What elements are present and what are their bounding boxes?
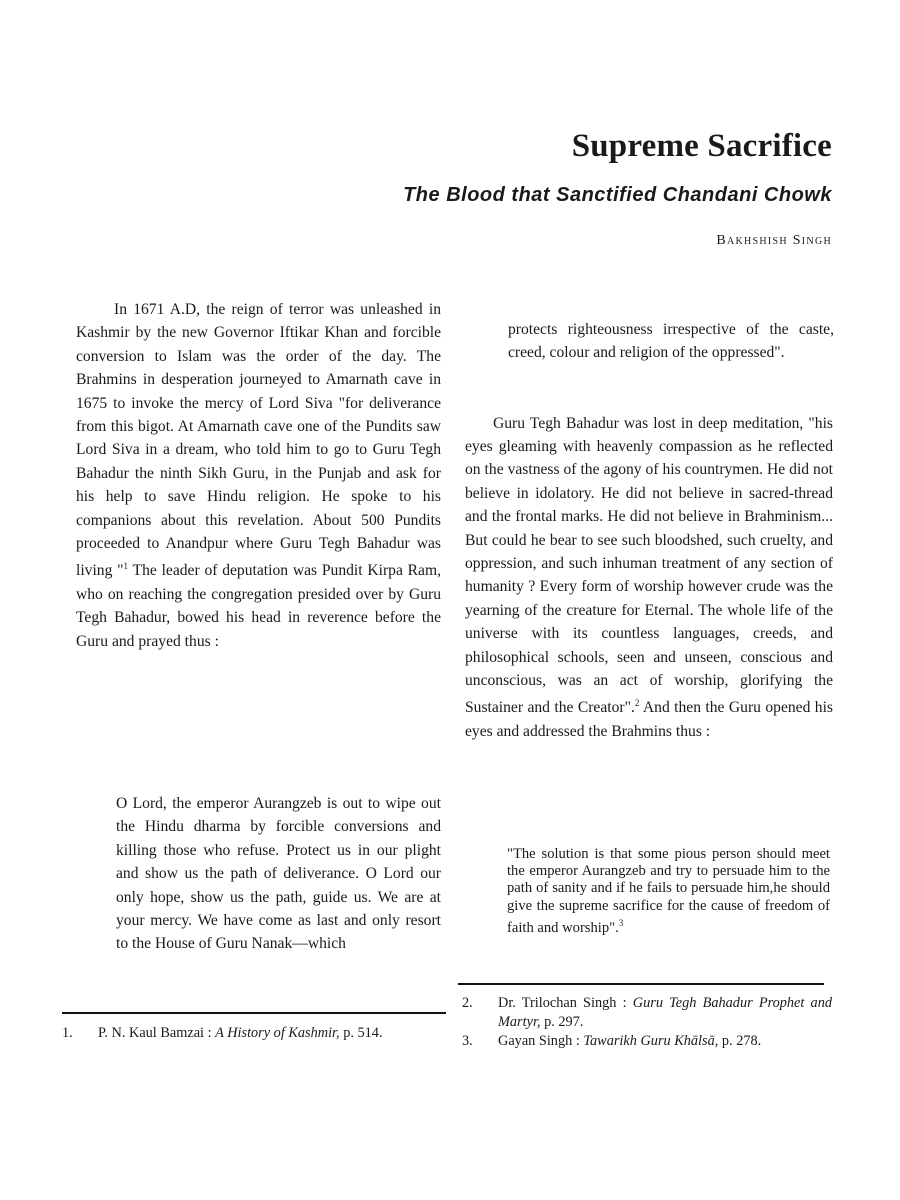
paragraph-text: And then the Guru opened his eyes and addressed the Brahmins thus : (465, 699, 833, 741)
footnote-text (462, 1032, 832, 1051)
footnote-number: 1. (62, 1025, 73, 1041)
footnote-ref: 3 (618, 917, 624, 928)
footnote-2 (462, 994, 832, 1032)
quote-continuation: protects righteousness irrespective of the caste, creed, colour and religion of the oppressed". (508, 320, 834, 361)
paragraph (465, 412, 833, 744)
footnote-number: 2. (462, 995, 473, 1011)
footnote-page: p. 278. (721, 1033, 762, 1049)
paragraph-text: In 1671 A.D, the reign of terror was unleashed in Kashmir by the new Governor Iftikar Khan and forcible conversion to Islam was the order of the day. The Brahmins in desperation journeyed to Amarnath cave in 1675 to invoke the mercy of Lord Siva "for deliverance from this bigot. At Amarnath cave one of the Pundits saw Lord Siva in a dream, who told him to go to Guru Tegh Bahadur the ninth Sikh Guru, in the Punjab and ask for his help to save Hindu religion. He spoke to his companions about this revelation. About 500 Pundits proceeded to Anandpur where Guru Tegh Bahadur was living " (76, 301, 441, 580)
footnote-ref: 2 (634, 698, 640, 709)
footnote-title: A History of Kashmir, (215, 1025, 340, 1041)
footnote-1 (62, 1024, 440, 1043)
footnote-3 (462, 1032, 832, 1051)
author-name: Bakhshish Singh (716, 233, 832, 248)
footnote-page: p. 297. (544, 1014, 584, 1030)
footnote-text (62, 1024, 440, 1043)
block-quote (507, 846, 830, 937)
block-quote: O Lord, the emperor Aurangzeb is out to wipe out the Hindu dharma by forcible conversions and killing those who refuse. Protect us in our plight and show us the path of deliverance. O Lord our only hope, show us the path, guide us. We are at your mercy. We have come as last and only resort to the House of Guru Nanak—which (116, 795, 441, 953)
footnote-ref: 1 (123, 561, 129, 572)
footnote-author: Dr. Trilochan Singh : (498, 995, 627, 1011)
paragraph (76, 298, 441, 653)
footnote-title: Guru Tegh Bahadur Prophet and Martyr, (498, 995, 833, 1030)
footnote-divider (458, 983, 824, 985)
paragraph-text: The leader of deputation was Pundit Kirpa Ram, who on reaching the congregation presided over by Guru Tegh Bahadur, bowed his head in reverence before the Guru and prayed thus : (76, 562, 441, 650)
footnote-text (462, 994, 832, 1032)
quote-text: "The solution is that some pious person should meet the emperor Aurangzeb and try to persuade him to the path of sanity and if he fails to persuade him,he should give the supreme sacrifice for the cause of freedom of faith and worship". (507, 846, 830, 936)
footnote-divider (62, 1012, 446, 1014)
footnote-author: Gayan Singh : (498, 1033, 580, 1049)
footnote-title: Tawarikh Guru Khālsā, (583, 1033, 719, 1049)
footnote-number: 3. (462, 1033, 473, 1049)
footnote-author: P. N. Kaul Bamzai : (98, 1025, 212, 1041)
left-column (76, 298, 441, 653)
article-subtitle: The Blood that Sanctified Chandani Chowk (403, 184, 832, 206)
paragraph-text: Guru Tegh Bahadur was lost in deep meditation, "his eyes gleaming with heavenly compassion as he reflected on the vastness of the agony of his countrymen. He did not believe in idolatory. He did not believe in sacred-thread and the frontal marks. He did not believe in Brahminism... But could he bear to see such bloodshed, such cruelty, and oppression, and such inhuman treatment of any section of humanity ? Every form of worship however crude was the yearning of the creature for Eternal. The whole life of the universe with its countless languages, creeds, and philosophical schools, seen and unseen, conscious and unconscious, was an act of worship, glorifying the Sustainer and the Creator". (465, 414, 833, 717)
article-title: Supreme Sacrifice (571, 128, 832, 164)
footnote-page: p. 514. (343, 1025, 383, 1041)
